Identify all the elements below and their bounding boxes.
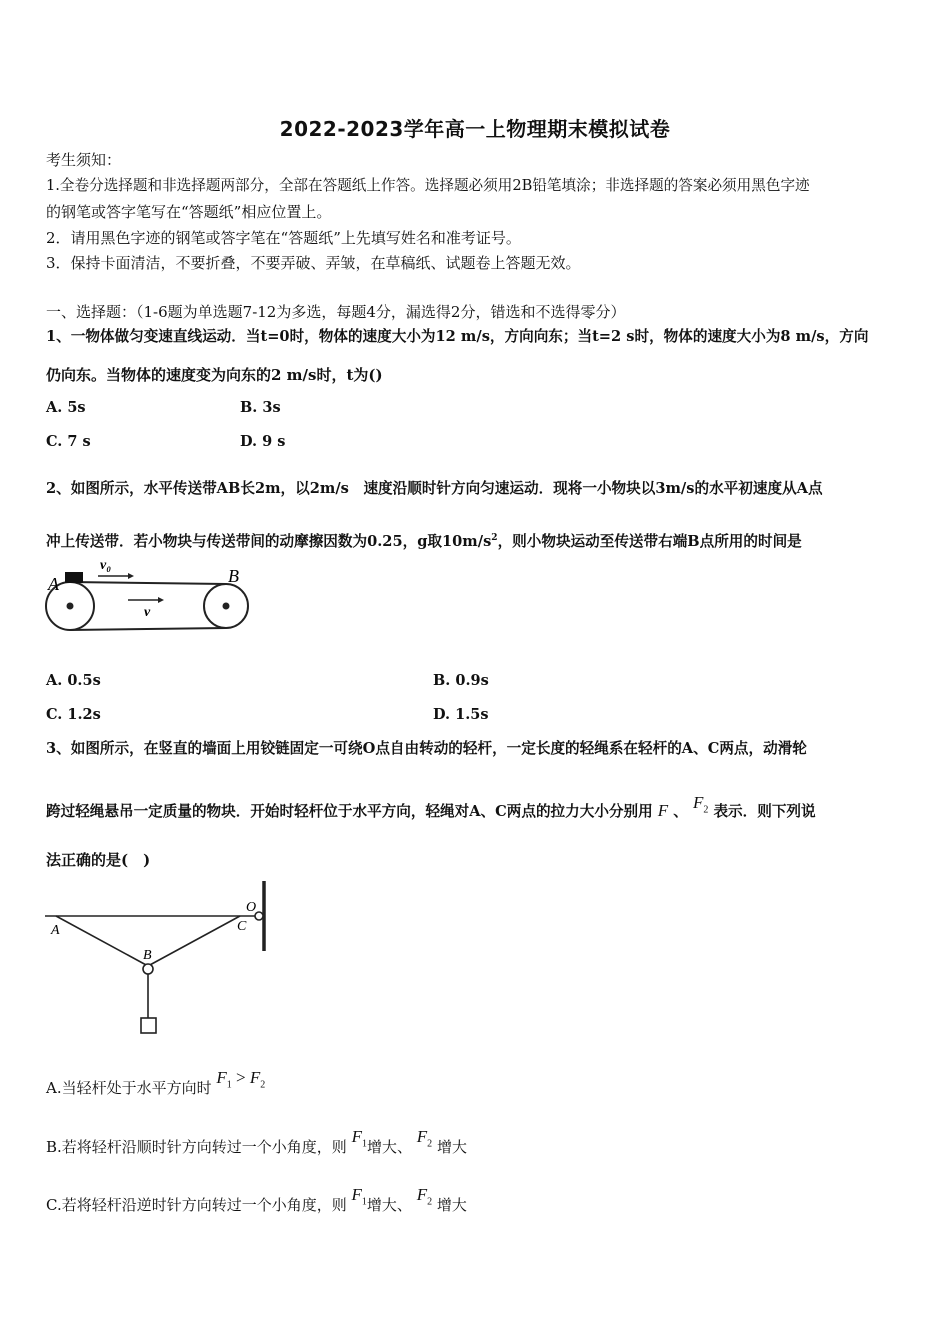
q3-option-a: A.当轻杆处于水平方向时 $F_1 > F_2$ xyxy=(46,1068,266,1097)
q1-line2: 仍向东。当物体的速度变为向东的2 m/s时，t为() xyxy=(46,366,383,384)
rope-left xyxy=(56,916,148,966)
weight-block xyxy=(141,1018,156,1033)
block xyxy=(65,572,83,583)
q2-option-a: A. 0.5s xyxy=(46,672,101,689)
notice-item-3: 3．保持卡面清洁，不要折叠，不要弄破、弄皱，在草稿纸、试题卷上答题无效。 xyxy=(46,254,581,272)
belt-top xyxy=(70,582,226,584)
conveyor-belt-figure xyxy=(40,556,260,638)
notice-heading: 考生须知： xyxy=(46,151,122,169)
notice-item-1-cont: 的钢笔或答字笔写在“答题纸”相应位置上。 xyxy=(46,203,332,221)
rod-pulley-figure xyxy=(40,878,280,1038)
pulley xyxy=(143,964,153,974)
q2-option-d: D. 1.5s xyxy=(433,706,489,723)
q1-option-c: C. 7 s xyxy=(46,433,91,450)
notice-item-1: 1.全卷分选择题和非选择题两部分，全部在答题纸上作答。选择题必须用2B铅笔填涂；非选择题的答案必须用黑色字迹 xyxy=(46,177,810,194)
q3-line3: 法正确的是( ) xyxy=(46,851,151,869)
label-o: O xyxy=(246,900,257,915)
q1-option-b: B. 3s xyxy=(240,399,281,416)
q1-option-a: A. 5s xyxy=(46,399,86,416)
q2-option-c: C. 1.2s xyxy=(46,706,101,723)
label-c: C xyxy=(237,919,247,934)
section-heading: 一、选择题：（1-6题为单选题7-12为多选，每题4分，漏选得2分，错选和不选得零分） xyxy=(46,303,626,321)
label-v: v xyxy=(144,605,151,620)
q3-option-c: C.若将轻杆沿逆时针方向转过一个小角度，则 $F_1$增大、 $F_2$ 增大 xyxy=(46,1185,467,1214)
hinge xyxy=(255,912,263,920)
q1-option-d: D. 9 s xyxy=(240,433,286,450)
page-title: 2022-2023学年高一上物理期末模拟试卷 xyxy=(279,117,671,141)
label-a: A xyxy=(51,923,60,938)
q3-option-b: B.若将轻杆沿顺时针方向转过一个小角度，则 $F_1$增大、 $F_2$ 增大 xyxy=(46,1127,467,1156)
label-a: A xyxy=(48,574,59,594)
q3-line2: 跨过轻绳悬吊一定质量的物块．开始时轻杆位于水平方向，轻绳对A、C两点的拉力大小分别用 F 、 $F_2$ 表示．则下列说 xyxy=(46,793,816,820)
q1-line1: 1、一物体做匀变速直线运动．当t=0时，物体的速度大小为12 m/s，方向向东；当t=2 s时，物体的速度大小为8 m/s，方向 xyxy=(46,328,869,345)
notice-item-2: 2．请用黑色字迹的钢笔或答字笔在“答题纸”上先填写姓名和准考证号。 xyxy=(46,229,521,247)
label-b: B xyxy=(228,566,239,586)
q3-line1: 3、如图所示，在竖直的墙面上用铰链固定一可绕O点自由转动的轻杆，一定长度的轻绳系在轻杆的A、C两点，动滑轮 xyxy=(46,740,807,757)
q2-line1: 2、如图所示，水平传送带AB长2m，以2m/s 速度沿顺时针方向匀速运动．现将一小物块以3m/s的水平初速度从A点 xyxy=(46,480,823,497)
q2-option-b: B. 0.9s xyxy=(433,672,489,689)
belt-bottom xyxy=(70,628,226,630)
label-b: B xyxy=(143,948,152,963)
q2-line2: 冲上传送带．若小物块与传送带间的动摩擦因数为0.25，g取$10m/s^2$，则小物块运动至传送带右端B点所用的时间是 xyxy=(46,532,802,550)
label-v0: v₀ xyxy=(100,558,112,573)
rope-right xyxy=(148,916,240,966)
